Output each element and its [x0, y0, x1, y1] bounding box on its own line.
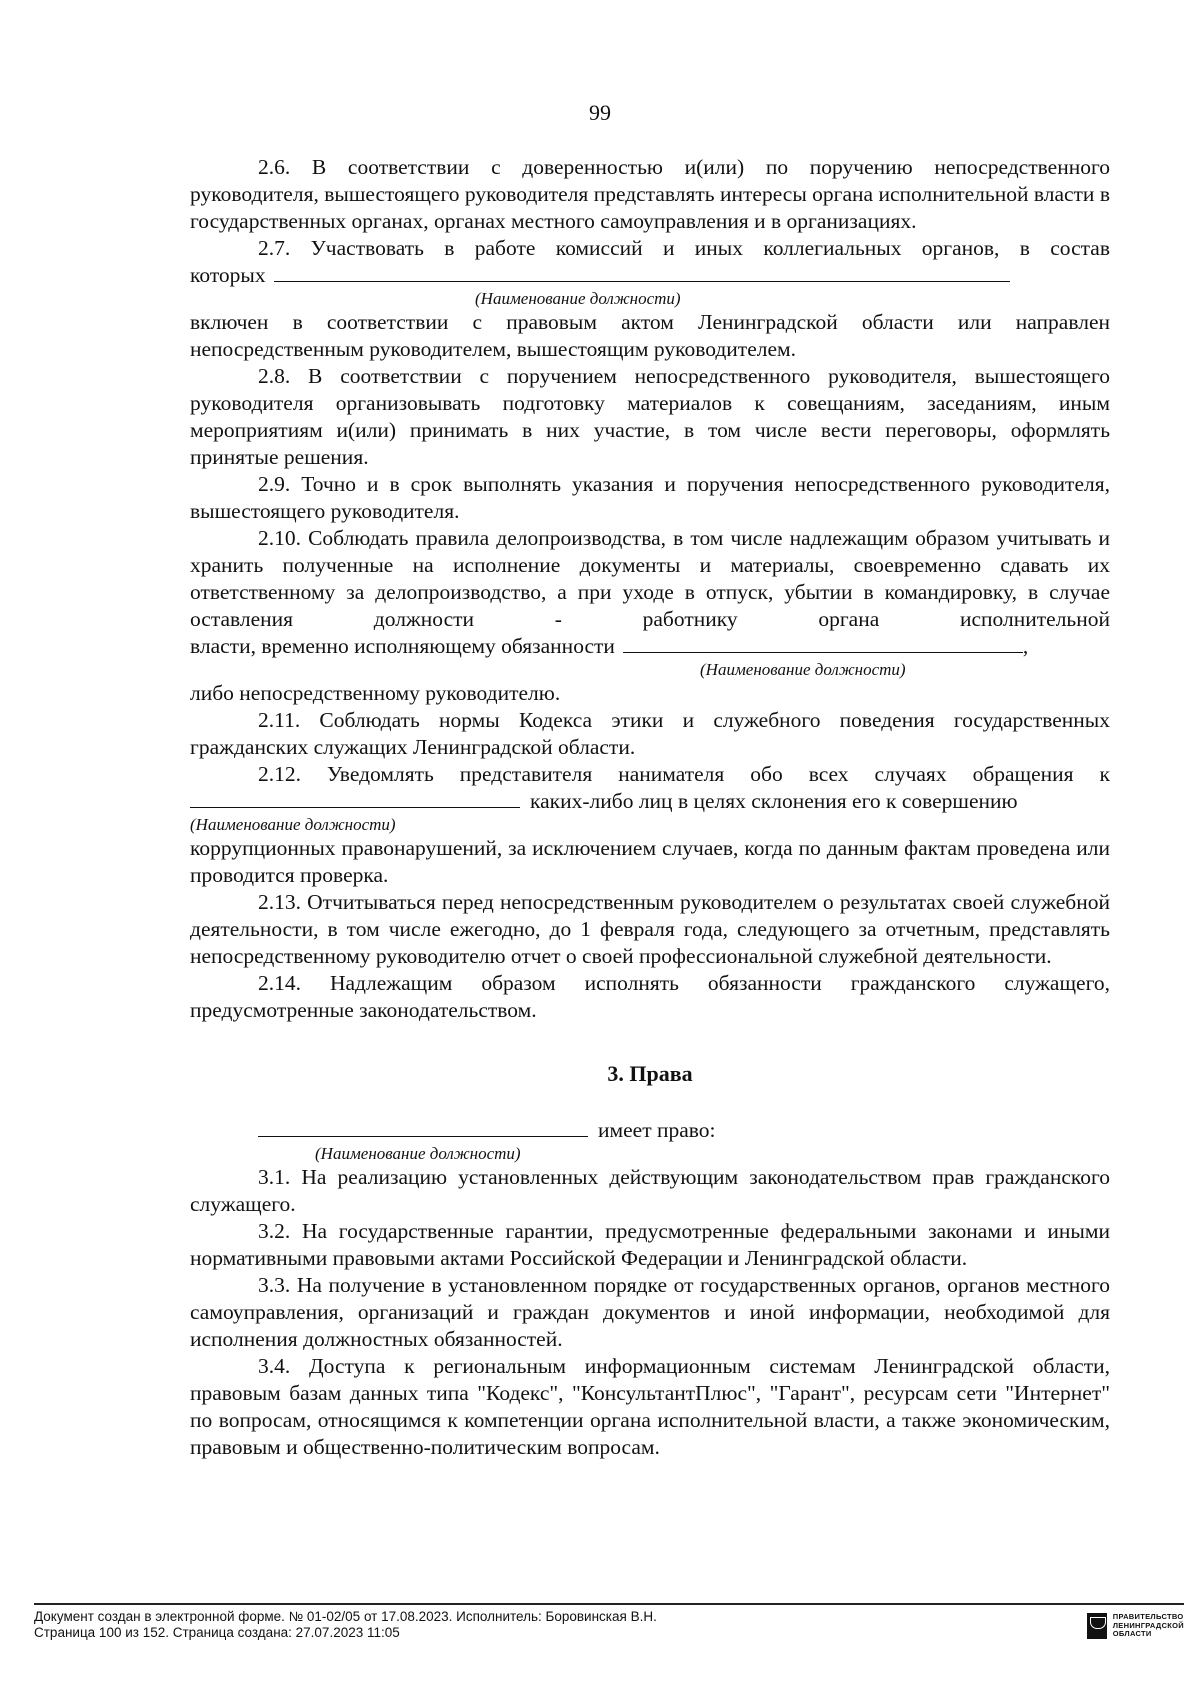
paragraph-2-10-continuation: либо непосредственному руководителю. — [190, 681, 561, 705]
paragraph-2-11: 2.11. Соблюдать нормы Кодекса этики и служебного поведения государственных гражданских служащих Ленинградской области. — [190, 708, 1110, 759]
paragraph-2-9: 2.9. Точно и в срок выполнять указания и поручения непосредственного руководителя, вышестоящего руководителя. — [190, 472, 1110, 523]
paragraph-2-12-blank-line — [190, 788, 1110, 815]
paragraph-2-7-blank-line — [190, 262, 1110, 289]
paragraph-3-1: 3.1. На реализацию установленных действующим законодательством прав гражданского служащего. — [190, 1165, 1110, 1216]
footer-line-2: Страница 100 из 152. Страница создана: 27.07.2023 11:05 — [34, 1625, 400, 1640]
position-blank-2 — [623, 651, 1023, 653]
position-blank-3 — [190, 806, 520, 808]
paragraph-2-10: 2.10. Соблюдать правила делопроизводства, в том числе надлежащим образом учитывать и хранить полученные на исполнение документы и материалы, своевременно сдавать их ответственному за делопроизводство, а при уходе в отпуск, убытии в командировку, в случае оставления должности - работнику органа исполнительной — [190, 526, 1110, 631]
paragraph-2-7-continuation: включен в соответствии с правовым актом Ленинградской области или направлен непосредственным руководителем, вышестоящим руководителем. — [190, 310, 1110, 361]
paragraph-3-3: 3.3. На получение в установленном порядке от государственных органов, органов местного самоуправления, организаций и граждан документов и иной информации, необходимой для исполнения должностных обязанностей. — [190, 1273, 1110, 1351]
paragraph-2-10-line: власти, временно исполняющему обязанности — [190, 634, 615, 658]
footer-line-1: Документ создан в электронной форме. № 01-02/05 от 17.08.2023. Исполнитель: Боровинская В.Н. — [34, 1609, 657, 1624]
rights-intro-text: имеет право: — [598, 1118, 716, 1142]
position-blank-1 — [274, 280, 1010, 282]
paragraph-2-6: 2.6. В соответствии с доверенностью и(или) по поручению непосредственного руководителя, вышестоящего руководителя представлять интересы органа исполнительной власти в государственных органах, органах местного самоуправления и в организациях. — [190, 155, 1110, 233]
position-caption-1: (Наименование должности) — [475, 289, 681, 308]
document-footer — [34, 1603, 1184, 1641]
position-blank-4 — [258, 1135, 588, 1137]
position-caption-4: (Наименование должности) — [315, 1144, 521, 1163]
logo-text: ПРАВИТЕЛЬСТВО ЛЕНИНГРАДСКОЙ ОБЛАСТИ — [1112, 1612, 1184, 1638]
position-caption-2: (Наименование должности) — [700, 660, 906, 679]
paragraph-2-7: 2.7. Участвовать в работе комиссий и иных коллегиальных органов, в состав — [258, 236, 1110, 260]
page-number: 99 — [589, 100, 611, 125]
paragraph-2-12-continuation: коррупционных правонарушений, за исключением случаев, когда по данным фактам проведена или проводится проверка. — [190, 836, 1110, 887]
paragraph-3-4: 3.4. Доступа к региональным информационным системам Ленинградской области, правовым базам данных типа "Кодекс", "КонсультантПлюс", "Гарант", ресурсам сети "Интернет" по вопросам, относящимся к компетенции органа исполнительной власти, а также экономическим, правовым и общественно-политическим вопросам. — [190, 1354, 1110, 1459]
position-caption-3: (Наименование должности) — [190, 815, 396, 834]
document-body — [190, 154, 1110, 1461]
paragraph-2-14: 2.14. Надлежащим образом исполнять обязанности гражданского служащего, предусмотренные законодательством. — [190, 971, 1110, 1022]
comma: , — [1022, 634, 1029, 658]
coat-of-arms-icon — [1087, 1613, 1107, 1639]
rights-intro-line — [258, 1117, 1110, 1144]
paragraph-2-8: 2.8. В соответствии с поручением непосредственного руководителя, вышестоящего руководителя организовывать подготовку материалов к совещаниям, заседаниям, иным мероприятиям и(или) принимать в них участие, в том числе вести переговоры, оформлять принятые решения. — [190, 364, 1110, 469]
paragraph-2-7-lead: которых — [190, 263, 266, 287]
government-logo — [1087, 1613, 1184, 1639]
paragraph-2-13: 2.13. Отчитываться перед непосредственным руководителем о результатах своей служебной деятельности, в том числе ежегодно, до 1 февраля года, следующего за отчетным, представлять непосредственному руководителю отчет о своей профессиональной служебной деятельности. — [190, 890, 1110, 968]
paragraph-2-10-blank-line — [190, 633, 1110, 660]
paragraph-2-12: 2.12. Уведомлять представителя нанимателя обо всех случаях обращения к — [258, 762, 1110, 786]
paragraph-2-12-line: каких-либо лиц в целях склонения его к совершению — [530, 789, 1018, 813]
section-3-heading: 3. Права — [607, 1061, 693, 1086]
paragraph-3-2: 3.2. На государственные гарантии, предусмотренные федеральными законами и иными нормативными правовыми актами Российской Федерации и Ленинградской области. — [190, 1219, 1110, 1270]
